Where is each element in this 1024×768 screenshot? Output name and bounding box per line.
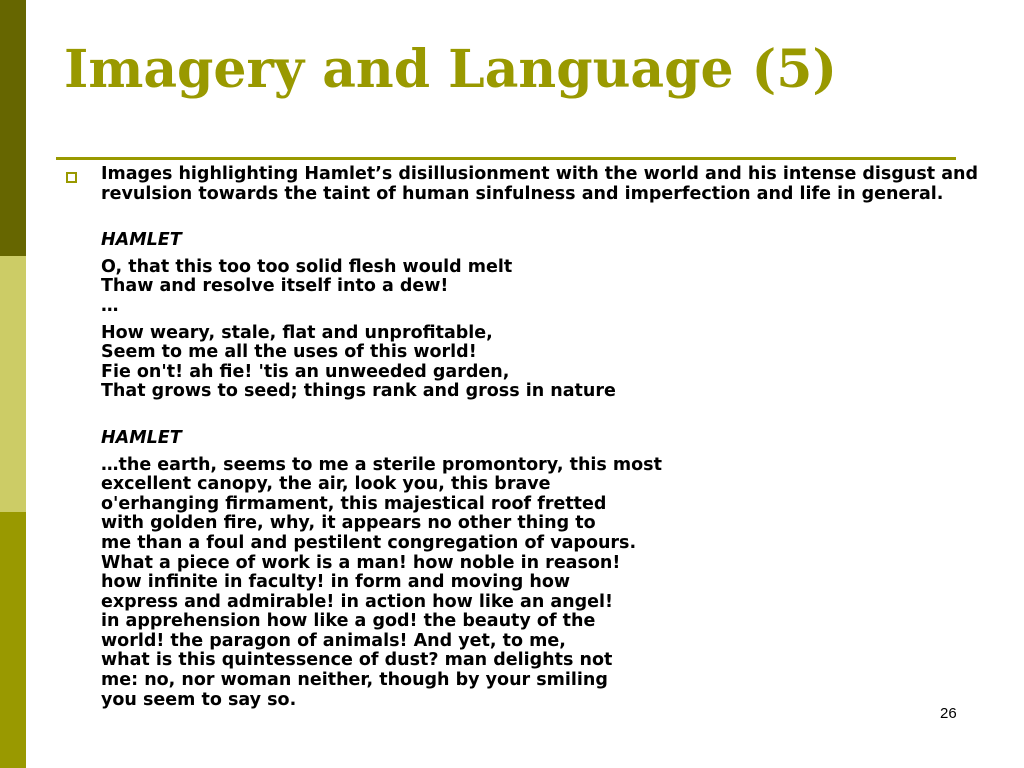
speaker-label-1: HAMLET bbox=[101, 230, 182, 251]
quote-line: world! the paragon of animals! And yet, to me, bbox=[101, 630, 566, 651]
quote-line: Fie on't! ah fie! 'tis an unweeded garden, bbox=[101, 361, 510, 382]
quote-1-block-1 bbox=[101, 258, 991, 317]
quote-2-block bbox=[101, 456, 991, 711]
slide-body bbox=[101, 165, 991, 717]
quote-line: O, that this too too solid flesh would melt bbox=[101, 256, 513, 277]
quote-line: That grows to seed; things rank and gross in nature bbox=[101, 381, 616, 402]
quote-line: how infinite in faculty! in form and moving how bbox=[101, 572, 571, 593]
bullet-text: Images highlighting Hamlet’s disillusionment with the world and his intense disgust and revulsion towards the taint of human sinfulness and imperfection and life in general. bbox=[101, 164, 978, 204]
quote-line: in apprehension how like a god! the beauty of the bbox=[101, 611, 596, 632]
quote-line: excellent canopy, the air, look you, this brave bbox=[101, 474, 551, 495]
title-divider bbox=[56, 157, 956, 160]
left-band-light bbox=[0, 256, 26, 512]
left-band-dark bbox=[0, 0, 26, 256]
quote-line: … bbox=[101, 295, 119, 316]
quote-line: o'erhanging firmament, this majestical roof fretted bbox=[101, 493, 607, 514]
quote-line: me: no, nor woman neither, though by your smiling bbox=[101, 670, 608, 691]
quote-line: Seem to me all the uses of this world! bbox=[101, 342, 477, 363]
quote-line: Thaw and resolve itself into a dew! bbox=[101, 276, 449, 297]
quote-line: What a piece of work is a man! how noble in reason! bbox=[101, 552, 621, 573]
slide-title: Imagery and Language (5) bbox=[64, 39, 838, 100]
quote-line: How weary, stale, flat and unprofitable, bbox=[101, 322, 493, 343]
quote-line: what is this quintessence of dust? man delights not bbox=[101, 650, 613, 671]
quote-line: express and admirable! in action how like an angel! bbox=[101, 591, 614, 612]
quote-line: with golden fire, why, it appears no other thing to bbox=[101, 513, 596, 534]
quote-line: …the earth, seems to me a sterile promontory, this most bbox=[101, 454, 662, 475]
quote-line: you seem to say so. bbox=[101, 689, 297, 710]
left-band-olive bbox=[0, 512, 26, 768]
speaker-label-2: HAMLET bbox=[101, 427, 182, 448]
quote-line: me than a foul and pestilent congregation of vapours. bbox=[101, 532, 637, 553]
quote-1-block-2 bbox=[101, 324, 991, 402]
page-number: 26 bbox=[940, 705, 957, 722]
hollow-square-bullet-icon bbox=[66, 172, 77, 183]
